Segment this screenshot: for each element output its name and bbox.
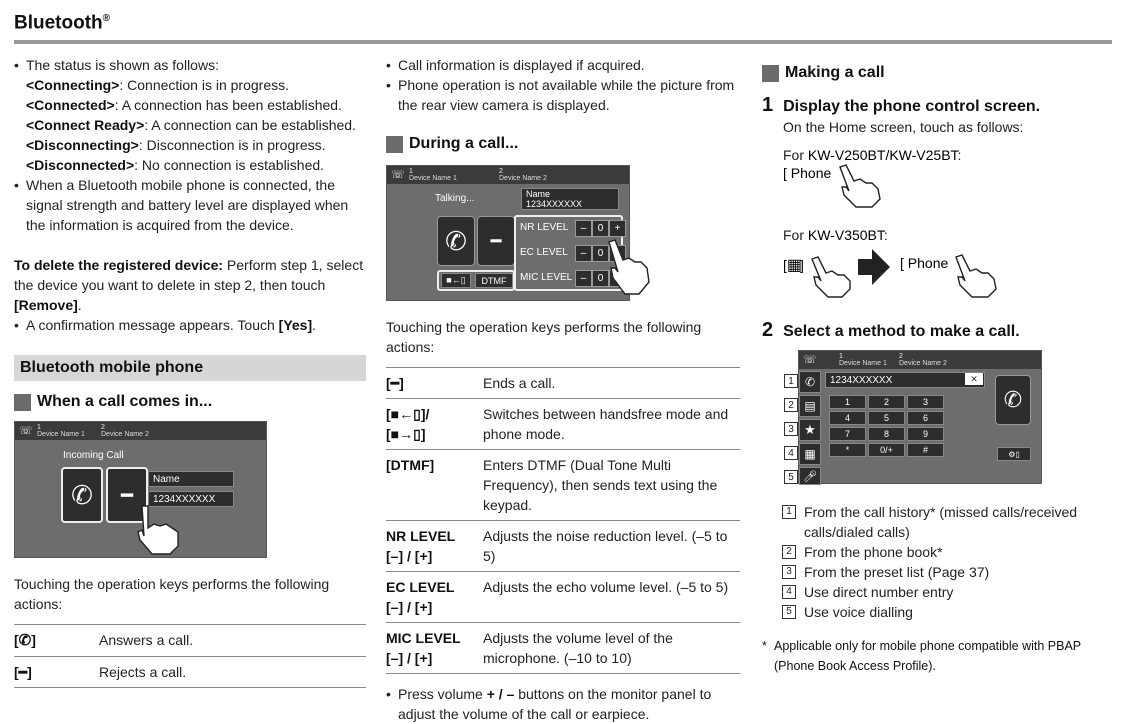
making-call-heading: Making a call <box>762 64 1112 82</box>
handsfree-switch-icon: ■←▯ <box>446 275 466 285</box>
phone-hangup-icon: ━ <box>18 664 28 680</box>
caller-number-field: 1234XXXXXX <box>148 491 234 507</box>
list-item: 3 From the preset list (Page 37) <box>782 562 1112 582</box>
handsfree-toggle-button[interactable] <box>441 273 471 288</box>
mic-value: 0 <box>592 270 609 287</box>
bullet-item: • Phone operation is not available while the picture from the rear view camera is displayed. <box>386 75 740 115</box>
keypad-key[interactable]: 3 <box>907 395 944 409</box>
column-3 <box>762 64 1112 676</box>
status-item: <Connected>: A connection has been established. <box>26 97 342 113</box>
phone-book-button[interactable] <box>799 395 821 417</box>
grid-icon: ▦ <box>786 257 801 274</box>
handsfree-key: [■←▯]/ [■→▯] <box>386 399 483 450</box>
page-title: Bluetooth® <box>14 12 111 34</box>
phone-mode-button[interactable] <box>437 216 475 266</box>
phone-touch-row-1 <box>762 165 1112 211</box>
touch-hand-icon <box>836 163 886 209</box>
table-row: EC LEVEL [–] / [+] Adjusts the echo volume level. (–5 to 5) <box>386 572 740 623</box>
table-row: MIC LEVEL [–] / [+] Adjusts the volume level of the microphone. (–10 to 10) <box>386 623 740 674</box>
keypad-key[interactable]: * <box>829 443 866 457</box>
call-button[interactable] <box>995 375 1031 425</box>
callout-4: 4 <box>784 446 798 460</box>
model-line-2: For KW-V350BT: <box>783 227 888 243</box>
table-row: [■←▯]/ [■→▯] Switches between handsfree mode and phone mode. <box>386 399 740 450</box>
answer-key: [✆] <box>14 625 99 657</box>
phone-icon: ☏ <box>803 354 817 366</box>
phone-icon: ✆ <box>445 225 467 256</box>
status-intro: • The status is shown as follows: <box>14 55 366 75</box>
callout-3: 3 <box>784 422 798 436</box>
arrow-right-icon <box>858 249 890 285</box>
model-line-1: For KW-V250BT/KW-V25BT: <box>783 147 962 163</box>
method-list <box>762 502 1112 622</box>
keypad-key[interactable]: 8 <box>868 427 905 441</box>
phone-hangup-icon: ━ <box>490 230 502 251</box>
bullet-item: • Call information is displayed if acquired. <box>386 55 740 75</box>
keypad-icon: ▦ <box>804 447 816 461</box>
handsfree-icon: ⚙▯ <box>1008 449 1020 459</box>
phone-hangup-icon: ━ <box>120 484 134 507</box>
incoming-ops-table <box>14 624 366 688</box>
ec-value: 0 <box>592 245 609 262</box>
apps-menu-button[interactable]: [▦] <box>783 257 804 274</box>
phone-answer-icon: ✆ <box>71 479 93 510</box>
incoming-call-screen <box>14 421 267 558</box>
phone-answer-icon: ✆ <box>18 632 32 649</box>
touch-hand-icon <box>808 255 854 299</box>
confirm-note: • A confirmation message appears. Touch [Yes]. <box>14 315 366 335</box>
end-call-key: [━] <box>386 368 483 399</box>
keypad-key[interactable]: 2 <box>868 395 905 409</box>
answer-button[interactable] <box>61 467 103 523</box>
mic-level-key: MIC LEVEL [–] / [+] <box>386 623 483 674</box>
touch-hand-icon <box>605 238 655 298</box>
step-1: 1 Display the phone control screen. <box>762 94 1041 116</box>
step-2: 2 Select a method to make a call. <box>762 319 1020 341</box>
call-ops-table <box>386 367 740 674</box>
during-call-heading: During a call... <box>386 135 740 153</box>
nr-plus-button[interactable]: + <box>609 220 626 237</box>
microphone-icon: 🎤︎ <box>803 470 817 483</box>
table-row: [━] Ends a call. <box>386 368 740 399</box>
device-status-bar: ☏ 1 Device Name 1 2 Device Name 2 <box>387 166 629 184</box>
list-item: 4 Use direct number entry <box>782 582 1112 602</box>
keypad-key[interactable]: 4 <box>829 411 866 425</box>
list-item: 5 Use voice dialling <box>782 602 1112 622</box>
section-banner: Bluetooth mobile phone <box>14 355 366 381</box>
caller-info: Name 1234XXXXXX <box>521 188 619 210</box>
nr-minus-button[interactable]: – <box>575 220 592 237</box>
call-in-heading: When a call comes in... <box>14 393 366 411</box>
delete-instructions: To delete the registered device: Perform step 1, select the device you want to delete in step 2, then touch [Remove]. <box>14 257 364 313</box>
device-status-bar: ☏ 1 Device Name 1 2 Device Name 2 <box>15 422 266 440</box>
ec-minus-button[interactable]: – <box>575 245 592 262</box>
dial-number-field[interactable]: 1234XXXXXX <box>825 372 985 388</box>
call-touch-intro: Touching the operation keys performs the following actions: <box>386 319 702 355</box>
call-history-button[interactable] <box>799 371 821 393</box>
status-item: <Disconnected>: No connection is established. <box>26 157 325 173</box>
volume-note: • Press volume + / – buttons on the monitor panel to adjust the volume of the call or earpiece. <box>386 684 740 724</box>
callout-1: 1 <box>784 374 798 388</box>
column-1 <box>14 55 366 688</box>
keypad-key[interactable]: 1 <box>829 395 866 409</box>
handsfree-button[interactable] <box>997 447 1031 461</box>
keypad-key[interactable]: 0/+ <box>868 443 905 457</box>
incoming-call-title: Incoming Call <box>63 450 124 461</box>
talking-status: Talking... <box>435 193 475 204</box>
touch-hand-icon <box>130 502 190 557</box>
preset-button[interactable] <box>799 419 821 441</box>
device-status-bar: ☏ 1 Device Name 1 2 Device Name 2 <box>799 351 1041 369</box>
phone-home-button[interactable]: [ Phone <box>900 255 949 271</box>
voice-dial-button[interactable] <box>799 467 821 485</box>
star-icon: ★ <box>804 422 816 437</box>
keypad-key[interactable]: # <box>907 443 944 457</box>
header-rule <box>14 40 1112 44</box>
ec-level-key: EC LEVEL [–] / [+] <box>386 572 483 623</box>
footnote: * Applicable only for mobile phone compatible with PBAP (Phone Book Access Profile). <box>762 639 1081 673</box>
list-item: 2 From the phone book* <box>782 542 1112 562</box>
phone-home-button[interactable]: [ Phone <box>783 165 832 181</box>
keypad-key[interactable]: 9 <box>907 427 944 441</box>
caller-name-field: Name <box>148 471 234 487</box>
mic-level-label: MIC LEVEL <box>520 272 573 283</box>
ec-level-label: EC LEVEL <box>520 247 568 258</box>
callout-2: 2 <box>784 398 798 412</box>
dial-screen-figure <box>762 350 1112 486</box>
table-row: [━] Rejects a call. <box>14 657 366 688</box>
mic-minus-button[interactable]: – <box>575 270 592 287</box>
table-row: [DTMF] Enters DTMF (Dual Tone Multi Frequency), then sends text using the keypad. <box>386 450 740 521</box>
status-item: <Connect Ready>: A connection can be established. <box>26 117 356 133</box>
phone-touch-row-2 <box>762 249 1112 299</box>
step-1-text: On the Home screen, touch as follows: <box>783 119 1024 135</box>
column-2 <box>386 55 740 724</box>
backspace-icon[interactable]: ✕ <box>965 373 983 385</box>
phone-icon: ✆ <box>1003 387 1023 412</box>
table-row: [✆] Answers a call. <box>14 625 366 657</box>
list-item: 1 From the call history* (missed calls/received calls/dialed calls) <box>782 502 1112 542</box>
keypad-key[interactable]: 6 <box>907 411 944 425</box>
keypad-key[interactable]: 7 <box>829 427 866 441</box>
phone-icon: ☏ <box>19 425 33 437</box>
signal-note: • When a Bluetooth mobile phone is connected, the signal strength and battery level are displayed when the information is acquired from the device. <box>14 175 366 235</box>
nr-level-label: NR LEVEL <box>520 222 569 233</box>
phone-icon: ☏ <box>391 169 405 181</box>
nr-value: 0 <box>592 220 609 237</box>
dtmf-button[interactable]: DTMF <box>475 273 513 288</box>
status-item: <Disconnecting>: Disconnection is in progress. <box>26 137 326 153</box>
nr-level-key: NR LEVEL [–] / [+] <box>386 521 483 572</box>
incoming-touch-intro: Touching the operation keys performs the following actions: <box>14 576 330 612</box>
table-row: NR LEVEL [–] / [+] Adjusts the noise reduction level. (–5 to 5) <box>386 521 740 572</box>
page-header <box>14 8 1112 44</box>
reject-key: [━] <box>14 657 99 688</box>
keypad-key[interactable]: 5 <box>868 411 905 425</box>
status-item: <Connecting>: Connection is in progress. <box>26 77 289 93</box>
during-call-screen <box>386 165 630 301</box>
keypad-button[interactable] <box>799 443 821 465</box>
dial-screen <box>798 350 1042 484</box>
dtmf-key: [DTMF] <box>386 450 483 521</box>
phone-book-icon: ▤ <box>804 399 816 413</box>
callout-5: 5 <box>784 470 798 484</box>
call-history-icon: ✆ <box>804 375 816 389</box>
end-call-button[interactable] <box>477 216 515 266</box>
touch-hand-icon <box>952 253 1002 299</box>
